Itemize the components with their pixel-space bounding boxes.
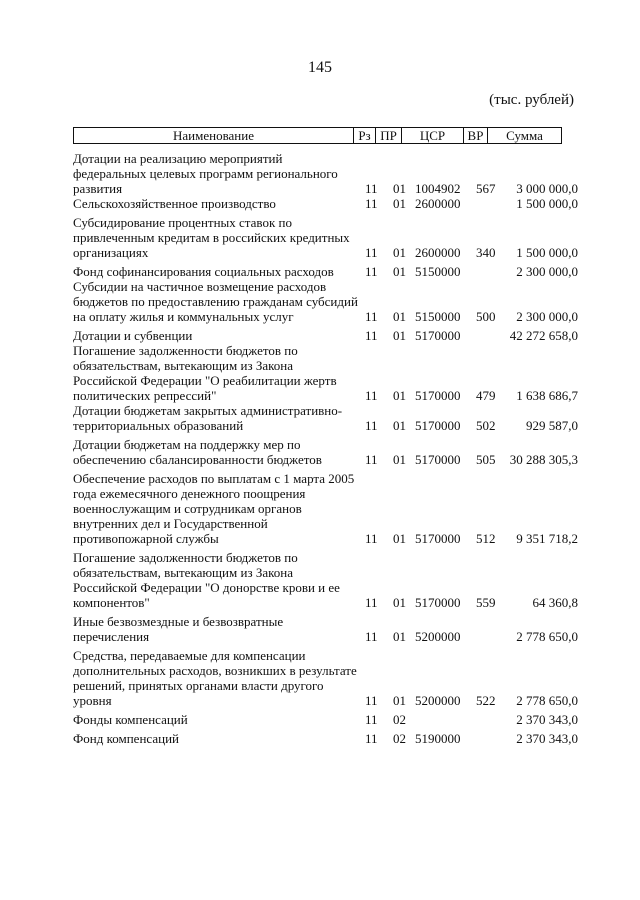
header-csr: ЦСР (401, 127, 463, 144)
table-row (73, 328, 578, 343)
row-codes (359, 181, 578, 196)
row-codes (359, 245, 578, 260)
row-csr: 5200000 (415, 629, 461, 644)
row-codes (359, 629, 578, 644)
row-vr: 502 (476, 418, 496, 433)
row-sum: 2 370 343,0 (516, 731, 578, 746)
row-sum: 2 370 343,0 (516, 712, 578, 727)
units-label: (тыс. рублей) (489, 92, 574, 108)
row-pr: 01 (393, 328, 406, 343)
header-name: Наименование (73, 127, 353, 144)
row-pr: 01 (393, 309, 406, 324)
row-vr: 505 (476, 452, 496, 467)
table-row (73, 264, 578, 279)
row-codes (359, 418, 578, 433)
row-vr: 500 (476, 309, 496, 324)
table-row (73, 648, 578, 708)
row-rz: 11 (365, 181, 378, 196)
row-pr: 01 (393, 452, 406, 467)
row-pr: 01 (393, 245, 406, 260)
row-sum: 42 272 658,0 (509, 328, 578, 343)
header-pr: ПР (375, 127, 401, 144)
row-pr: 01 (393, 418, 406, 433)
header-sum: Сумма (487, 127, 562, 144)
row-sum: 929 587,0 (526, 418, 578, 433)
row-csr: 5170000 (415, 328, 461, 343)
row-csr: 5200000 (415, 693, 461, 708)
row-rz: 11 (365, 388, 378, 403)
row-csr: 2600000 (415, 196, 461, 211)
header-rz: Рз (353, 127, 375, 144)
row-name: Погашение задолженности бюджетов по обязательствам, вытекающим из Закона Российской Федерации "О реабилитации жертв политических репрессий" (73, 343, 337, 403)
row-rz: 11 (365, 452, 378, 467)
table-row (73, 151, 578, 196)
row-rz: 11 (365, 731, 378, 746)
row-name: Субсидирование процентных ставок по привлеченным кредитам в российских кредитных организациях (73, 215, 350, 260)
row-pr: 01 (393, 196, 406, 211)
row-pr: 01 (393, 693, 406, 708)
row-rz: 11 (365, 531, 378, 546)
row-codes (359, 595, 578, 610)
row-name: Дотации на реализацию мероприятий федеральных целевых программ регионального развития (73, 151, 338, 196)
row-codes (359, 452, 578, 467)
table-row (73, 614, 578, 644)
row-rz: 11 (365, 629, 378, 644)
header-vr: ВР (463, 127, 487, 144)
table-row (73, 731, 578, 746)
row-name: Дотации и субвенции (73, 328, 193, 343)
table-row (73, 196, 578, 211)
row-rz: 11 (365, 196, 378, 211)
row-sum: 1 638 686,7 (516, 388, 578, 403)
row-name: Фонд софинансирования социальных расходов (73, 264, 334, 279)
table-row (73, 471, 578, 546)
row-sum: 64 360,8 (532, 595, 578, 610)
row-sum: 30 288 305,3 (509, 452, 578, 467)
table-header (73, 127, 562, 144)
row-pr: 01 (393, 388, 406, 403)
row-csr: 5190000 (415, 731, 461, 746)
row-codes (359, 328, 578, 343)
row-name: Фонд компенсаций (73, 731, 179, 746)
row-csr: 5170000 (415, 531, 461, 546)
row-codes (359, 693, 578, 708)
row-pr: 01 (393, 181, 406, 196)
row-csr: 5170000 (415, 418, 461, 433)
row-rz: 11 (365, 264, 378, 279)
row-csr: 5150000 (415, 309, 461, 324)
row-codes (359, 388, 578, 403)
row-name: Субсидии на частичное возмещение расходов бюджетов по предоставлению гражданам субсидий на оплату жилья и коммунальных услуг (73, 279, 358, 324)
row-codes (359, 264, 578, 279)
table-row (73, 343, 578, 403)
row-name: Дотации бюджетам на поддержку мер по обеспечению сбалансированности бюджетов (73, 437, 322, 467)
row-csr: 2600000 (415, 245, 461, 260)
row-name: Дотации бюджетам закрытых административно-территориальных образований (73, 403, 343, 433)
table-row (73, 437, 578, 467)
row-vr: 479 (476, 388, 496, 403)
table-row (73, 279, 578, 324)
row-pr: 01 (393, 264, 406, 279)
row-csr: 5170000 (415, 452, 461, 467)
row-vr: 559 (476, 595, 496, 610)
row-name: Погашение задолженности бюджетов по обязательствам, вытекающим из Закона Российской Федерации "О донорстве крови и ее компонентов" (73, 550, 340, 610)
row-pr: 01 (393, 629, 406, 644)
table-row (73, 403, 578, 433)
row-sum: 1 500 000,0 (516, 196, 578, 211)
row-csr: 5170000 (415, 388, 461, 403)
row-codes (359, 712, 578, 727)
row-rz: 11 (365, 693, 378, 708)
row-sum: 1 500 000,0 (516, 245, 578, 260)
row-pr: 01 (393, 531, 406, 546)
row-codes (359, 731, 578, 746)
row-sum: 2 778 650,0 (516, 629, 578, 644)
row-csr: 5170000 (415, 595, 461, 610)
row-sum: 2 300 000,0 (516, 264, 578, 279)
row-name: Фонды компенсаций (73, 712, 188, 727)
row-name: Иные безвозмездные и безвозвратные перечисления (73, 614, 284, 644)
row-name: Обеспечение расходов по выплатам с 1 марта 2005 года ежемесячного денежного поощрения военнослужащим и сотрудникам органов внутренних дел и Государственной противопожарной службы (73, 471, 355, 546)
row-vr: 512 (476, 531, 496, 546)
table-row (73, 550, 578, 610)
row-sum: 9 351 718,2 (516, 531, 578, 546)
row-sum: 3 000 000,0 (516, 181, 578, 196)
row-rz: 11 (365, 712, 378, 727)
row-vr: 522 (476, 693, 496, 708)
table-row (73, 215, 578, 260)
row-codes (359, 531, 578, 546)
row-codes (359, 309, 578, 324)
row-sum: 2 778 650,0 (516, 693, 578, 708)
row-name: Средства, передаваемые для компенсации дополнительных расходов, возникших в результате решений, принятых органами власти другого уровня (73, 648, 357, 708)
row-vr: 340 (476, 245, 496, 260)
row-rz: 11 (365, 418, 378, 433)
row-pr: 01 (393, 595, 406, 610)
row-csr: 5150000 (415, 264, 461, 279)
row-rz: 11 (365, 309, 378, 324)
row-pr: 02 (393, 712, 406, 727)
row-rz: 11 (365, 245, 378, 260)
row-rz: 11 (365, 328, 378, 343)
row-codes (359, 196, 578, 211)
row-csr: 1004902 (415, 181, 461, 196)
row-sum: 2 300 000,0 (516, 309, 578, 324)
page-number: 145 (308, 59, 332, 76)
table-body (73, 151, 578, 750)
row-rz: 11 (365, 595, 378, 610)
row-name: Сельскохозяйственное производство (73, 196, 276, 211)
row-pr: 02 (393, 731, 406, 746)
table-row (73, 712, 578, 727)
row-vr: 567 (476, 181, 496, 196)
